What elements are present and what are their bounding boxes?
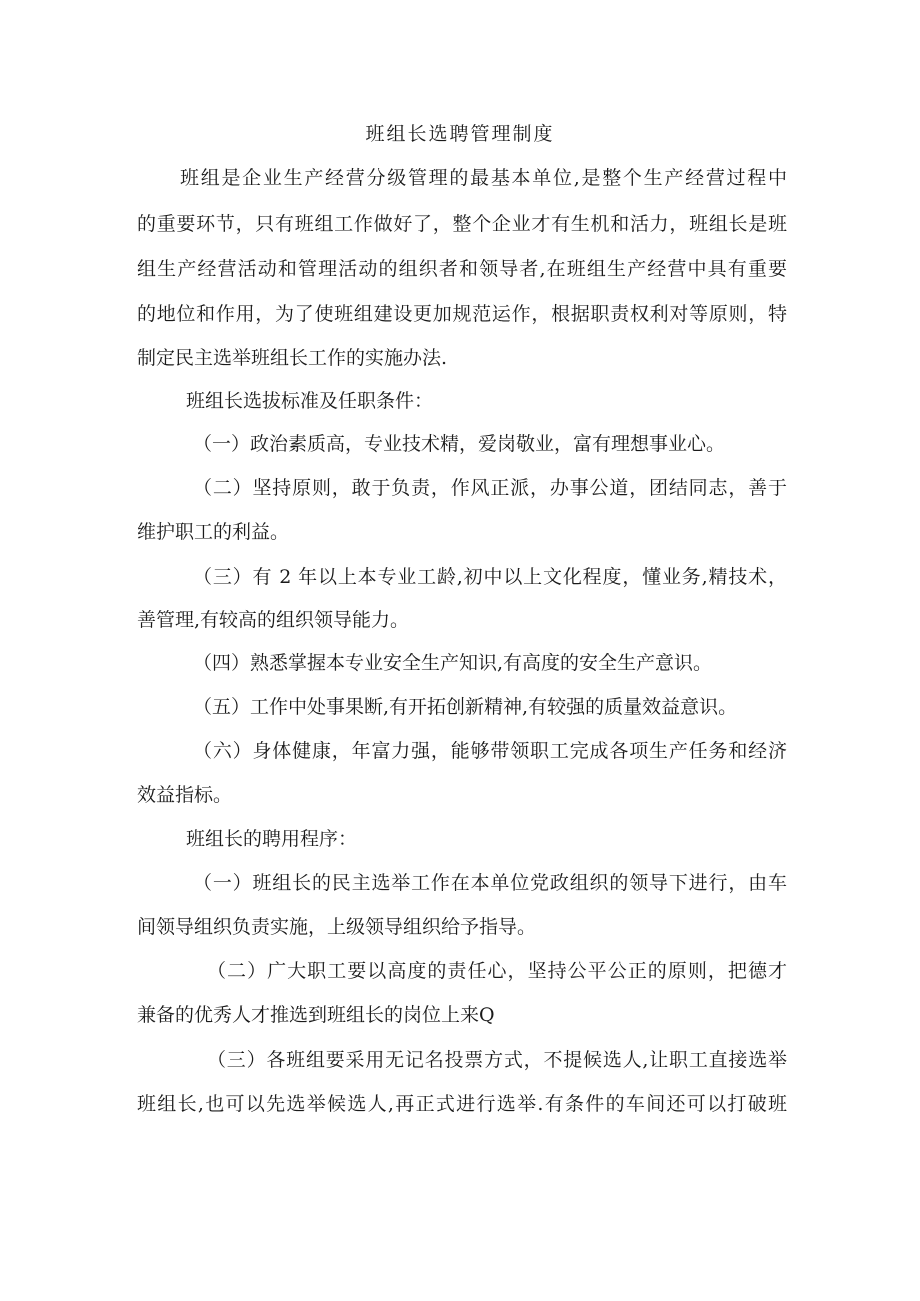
list-item: （三）各班组要采用无记名投票方式，不提候选人,让职工直接选举 <box>207 1049 787 1071</box>
paragraph-line: 组生产经营活动和管理活动的组织者和领导者,在班组生产经营中具有重要 <box>137 258 787 280</box>
paragraph-line: 班组是企业生产经营分级管理的最基本单位,是整个生产经营过程中 <box>180 167 787 189</box>
list-item: （三）有 2 年以上本专业工龄,初中以上文化程度，懂业务,精技术， <box>193 566 787 588</box>
list-item-continuation: 间领导组织负责实施，上级领导组织给予指导。 <box>137 916 537 938</box>
document-title: 班组长选聘管理制度 <box>365 123 555 145</box>
list-item: （二）坚持原则，敢于负责，作风正派，办事公道，团结同志，善于 <box>193 477 787 499</box>
section-heading: 班组长的聘用程序： <box>186 828 358 850</box>
section-heading: 班组长选拔标准及任职条件： <box>186 390 434 412</box>
list-item-continuation: 兼备的优秀人才推选到班组长的岗位上来Q <box>137 1004 495 1026</box>
list-item: （五）工作中处事果断,有开拓创新精神,有较强的质量效益意识。 <box>193 696 738 718</box>
list-item: （一）政治素质高，专业技术精，爱岗敬业，富有理想事业心。 <box>193 433 726 455</box>
paragraph-line: 制定民主选举班组长工作的实施办法. <box>137 347 448 369</box>
list-item-continuation: 善管理,有较高的组织领导能力。 <box>137 609 410 631</box>
list-item: （二）广大职工要以高度的责任心，坚持公平公正的原则，把德才 <box>207 960 787 982</box>
list-item: （四）熟悉掌握本专业安全生产知识,有高度的安全生产意识。 <box>193 652 713 674</box>
list-item-continuation: 班组长,也可以先选举候选人,再正式进行选举.有条件的车间还可以打破班 <box>137 1093 787 1115</box>
list-item: （六）身体健康，年富力强，能够带领职工完成各项生产任务和经济 <box>193 740 787 762</box>
list-item-continuation: 效益指标。 <box>137 784 233 806</box>
paragraph-line: 的地位和作用，为了使班组建设更加规范运作，根据职责权利对等原则，特 <box>137 303 787 325</box>
list-item-continuation: 维护职工的利益。 <box>137 521 290 543</box>
paragraph-line: 的重要环节，只有班组工作做好了，整个企业才有生机和活力，班组长是班 <box>137 213 787 235</box>
list-item: （一）班组长的民主选举工作在本单位党政组织的领导下进行，由车 <box>193 872 787 894</box>
